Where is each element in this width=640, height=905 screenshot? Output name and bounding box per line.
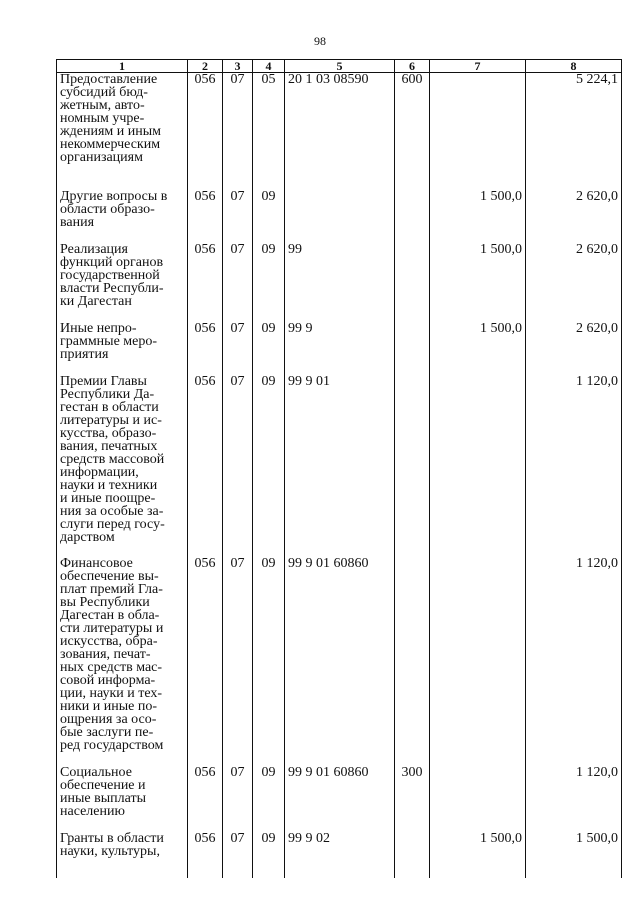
name-line: приятия xyxy=(60,346,109,362)
cell-name xyxy=(57,243,188,322)
name-line: искусства, обра- xyxy=(60,633,158,649)
cell-c4: 09 xyxy=(253,190,285,243)
name-line: ники и иные по- xyxy=(60,698,158,714)
cell-c7: 1 500,0 xyxy=(430,190,526,243)
table-row xyxy=(57,375,622,557)
name-line: зования, печат- xyxy=(60,646,151,662)
name-line: власти Республи- xyxy=(60,280,164,296)
name-line: функций органов xyxy=(60,254,164,270)
name-line: иные выплаты xyxy=(60,790,146,806)
table-row xyxy=(57,322,622,375)
cell-c5: 99 9 01 60860 xyxy=(285,766,395,832)
cell-c6 xyxy=(395,190,430,243)
cell-c3: 07 xyxy=(223,243,253,322)
name-line: области образо- xyxy=(60,201,155,217)
cell-c8: 1 500,0 xyxy=(526,832,622,878)
name-line: средств массовой xyxy=(60,451,165,467)
name-line: обеспечение вы- xyxy=(60,568,159,584)
cell-c8: 1 120,0 xyxy=(526,766,622,832)
name-line: кусства, образо- xyxy=(60,425,157,441)
name-line: граммные меро- xyxy=(60,333,158,349)
cell-c8: 1 120,0 xyxy=(526,557,622,766)
table-row xyxy=(57,832,622,878)
header-col-2: 2 xyxy=(188,60,223,73)
name-line: Финансовое xyxy=(60,555,133,571)
cell-c2: 056 xyxy=(188,243,223,322)
name-line: ных средств мас- xyxy=(60,659,163,675)
name-line: организациям xyxy=(60,150,143,165)
cell-c2: 056 xyxy=(188,832,223,878)
cell-c5: 99 9 xyxy=(285,322,395,375)
header-col-8: 8 xyxy=(526,60,622,73)
name-line: ощрения за осо- xyxy=(60,711,157,727)
cell-c7 xyxy=(430,375,526,557)
name-line: плат премий Гла- xyxy=(60,581,163,597)
name-line: обеспечение и xyxy=(60,777,146,793)
header-col-3: 3 xyxy=(223,60,253,73)
cell-c4: 09 xyxy=(253,243,285,322)
cell-name xyxy=(57,190,188,243)
cell-c8: 2 620,0 xyxy=(526,243,622,322)
cell-c7: 1 500,0 xyxy=(430,832,526,878)
name-line: вания xyxy=(60,214,95,230)
name-line: Гранты в области xyxy=(60,830,164,846)
cell-c2: 056 xyxy=(188,73,223,190)
cell-c5: 99 xyxy=(285,243,395,322)
cell-c5: 99 9 02 xyxy=(285,832,395,878)
name-line: Премии Главы xyxy=(60,373,147,389)
name-line: Реализация xyxy=(60,241,128,257)
cell-c3: 07 xyxy=(223,832,253,878)
cell-c7 xyxy=(430,73,526,190)
name-line: информации, xyxy=(60,464,139,480)
page-number: 98 xyxy=(314,34,326,48)
cell-name xyxy=(57,375,188,557)
cell-c4: 09 xyxy=(253,766,285,832)
cell-c3: 07 xyxy=(223,190,253,243)
name-line: Иные непро- xyxy=(60,320,137,336)
cell-c8: 2 620,0 xyxy=(526,190,622,243)
cell-c6 xyxy=(395,557,430,766)
name-line: жетным, авто- xyxy=(60,98,145,113)
cell-c2: 056 xyxy=(188,322,223,375)
cell-c4: 09 xyxy=(253,832,285,878)
table-row xyxy=(57,190,622,243)
name-line: номным учре- xyxy=(60,111,145,126)
cell-c4: 09 xyxy=(253,322,285,375)
header-row xyxy=(57,60,622,73)
name-line: совой информа- xyxy=(60,672,156,688)
name-line: населению xyxy=(60,803,125,819)
cell-c2: 056 xyxy=(188,557,223,766)
cell-name xyxy=(57,832,188,878)
cell-c5 xyxy=(285,190,395,243)
cell-c6 xyxy=(395,322,430,375)
name-line: литературы и ис- xyxy=(60,412,162,428)
table-row xyxy=(57,243,622,322)
cell-name xyxy=(57,73,188,190)
cell-c8: 1 120,0 xyxy=(526,375,622,557)
name-line: гестан в области xyxy=(60,399,159,415)
cell-c6: 300 xyxy=(395,766,430,832)
name-line: вания, печатных xyxy=(60,438,158,454)
cell-c5: 20 1 03 08590 xyxy=(285,73,395,190)
cell-c7 xyxy=(430,557,526,766)
name-line: вы Республики xyxy=(60,594,150,610)
name-line: и иные поощре- xyxy=(60,490,156,506)
table-body xyxy=(57,73,622,878)
cell-c3: 07 xyxy=(223,557,253,766)
cell-c6: 600 xyxy=(395,73,430,190)
cell-c7: 1 500,0 xyxy=(430,243,526,322)
name-line: ния за особые за- xyxy=(60,503,164,519)
cell-c7: 1 500,0 xyxy=(430,322,526,375)
name-line: некоммерческим xyxy=(60,137,161,152)
cell-c5: 99 9 01 xyxy=(285,375,395,557)
header-col-1: 1 xyxy=(57,60,188,73)
cell-c6 xyxy=(395,832,430,878)
name-line: науки и техники xyxy=(60,477,158,493)
cell-name xyxy=(57,557,188,766)
name-line: бые заслуги пе- xyxy=(60,724,154,740)
cell-c6 xyxy=(395,243,430,322)
header-col-7: 7 xyxy=(430,60,526,73)
name-line: сти литературы и xyxy=(60,620,164,636)
name-line: науки, культуры, xyxy=(60,843,160,859)
name-line: слуги перед госу- xyxy=(60,516,165,532)
name-line: ции, науки и тех- xyxy=(60,685,163,701)
name-line: ждениям и иным xyxy=(60,124,162,139)
cell-c2: 056 xyxy=(188,375,223,557)
cell-c4: 05 xyxy=(253,73,285,190)
name-line: субсидий бюд- xyxy=(60,85,148,100)
header-col-5: 5 xyxy=(285,60,395,73)
name-line: Дагестан в обла- xyxy=(60,607,160,623)
cell-c8: 5 224,1 xyxy=(526,73,622,190)
cell-c5: 99 9 01 60860 xyxy=(285,557,395,766)
name-line: Предоставление xyxy=(60,72,158,87)
cell-c3: 07 xyxy=(223,766,253,832)
cell-c6 xyxy=(395,375,430,557)
cell-c2: 056 xyxy=(188,766,223,832)
cell-c8: 2 620,0 xyxy=(526,322,622,375)
table-row xyxy=(57,557,622,766)
header-col-6: 6 xyxy=(395,60,430,73)
cell-name xyxy=(57,766,188,832)
name-line: Другие вопросы в xyxy=(60,188,168,204)
table-row xyxy=(57,766,622,832)
name-line: Республики Да- xyxy=(60,386,155,402)
name-line: ред государством xyxy=(60,737,164,753)
cell-c7 xyxy=(430,766,526,832)
name-line: государственной xyxy=(60,267,160,283)
name-line: ки Дагестан xyxy=(60,293,132,309)
table-row xyxy=(57,73,622,190)
name-line: дарством xyxy=(60,529,115,545)
budget-table xyxy=(56,59,622,878)
cell-c3: 07 xyxy=(223,322,253,375)
cell-c3: 07 xyxy=(223,73,253,190)
cell-name xyxy=(57,322,188,375)
header-col-4: 4 xyxy=(253,60,285,73)
cell-c2: 056 xyxy=(188,190,223,243)
cell-c3: 07 xyxy=(223,375,253,557)
cell-c4: 09 xyxy=(253,557,285,766)
name-line: Социальное xyxy=(60,764,132,780)
cell-c4: 09 xyxy=(253,375,285,557)
